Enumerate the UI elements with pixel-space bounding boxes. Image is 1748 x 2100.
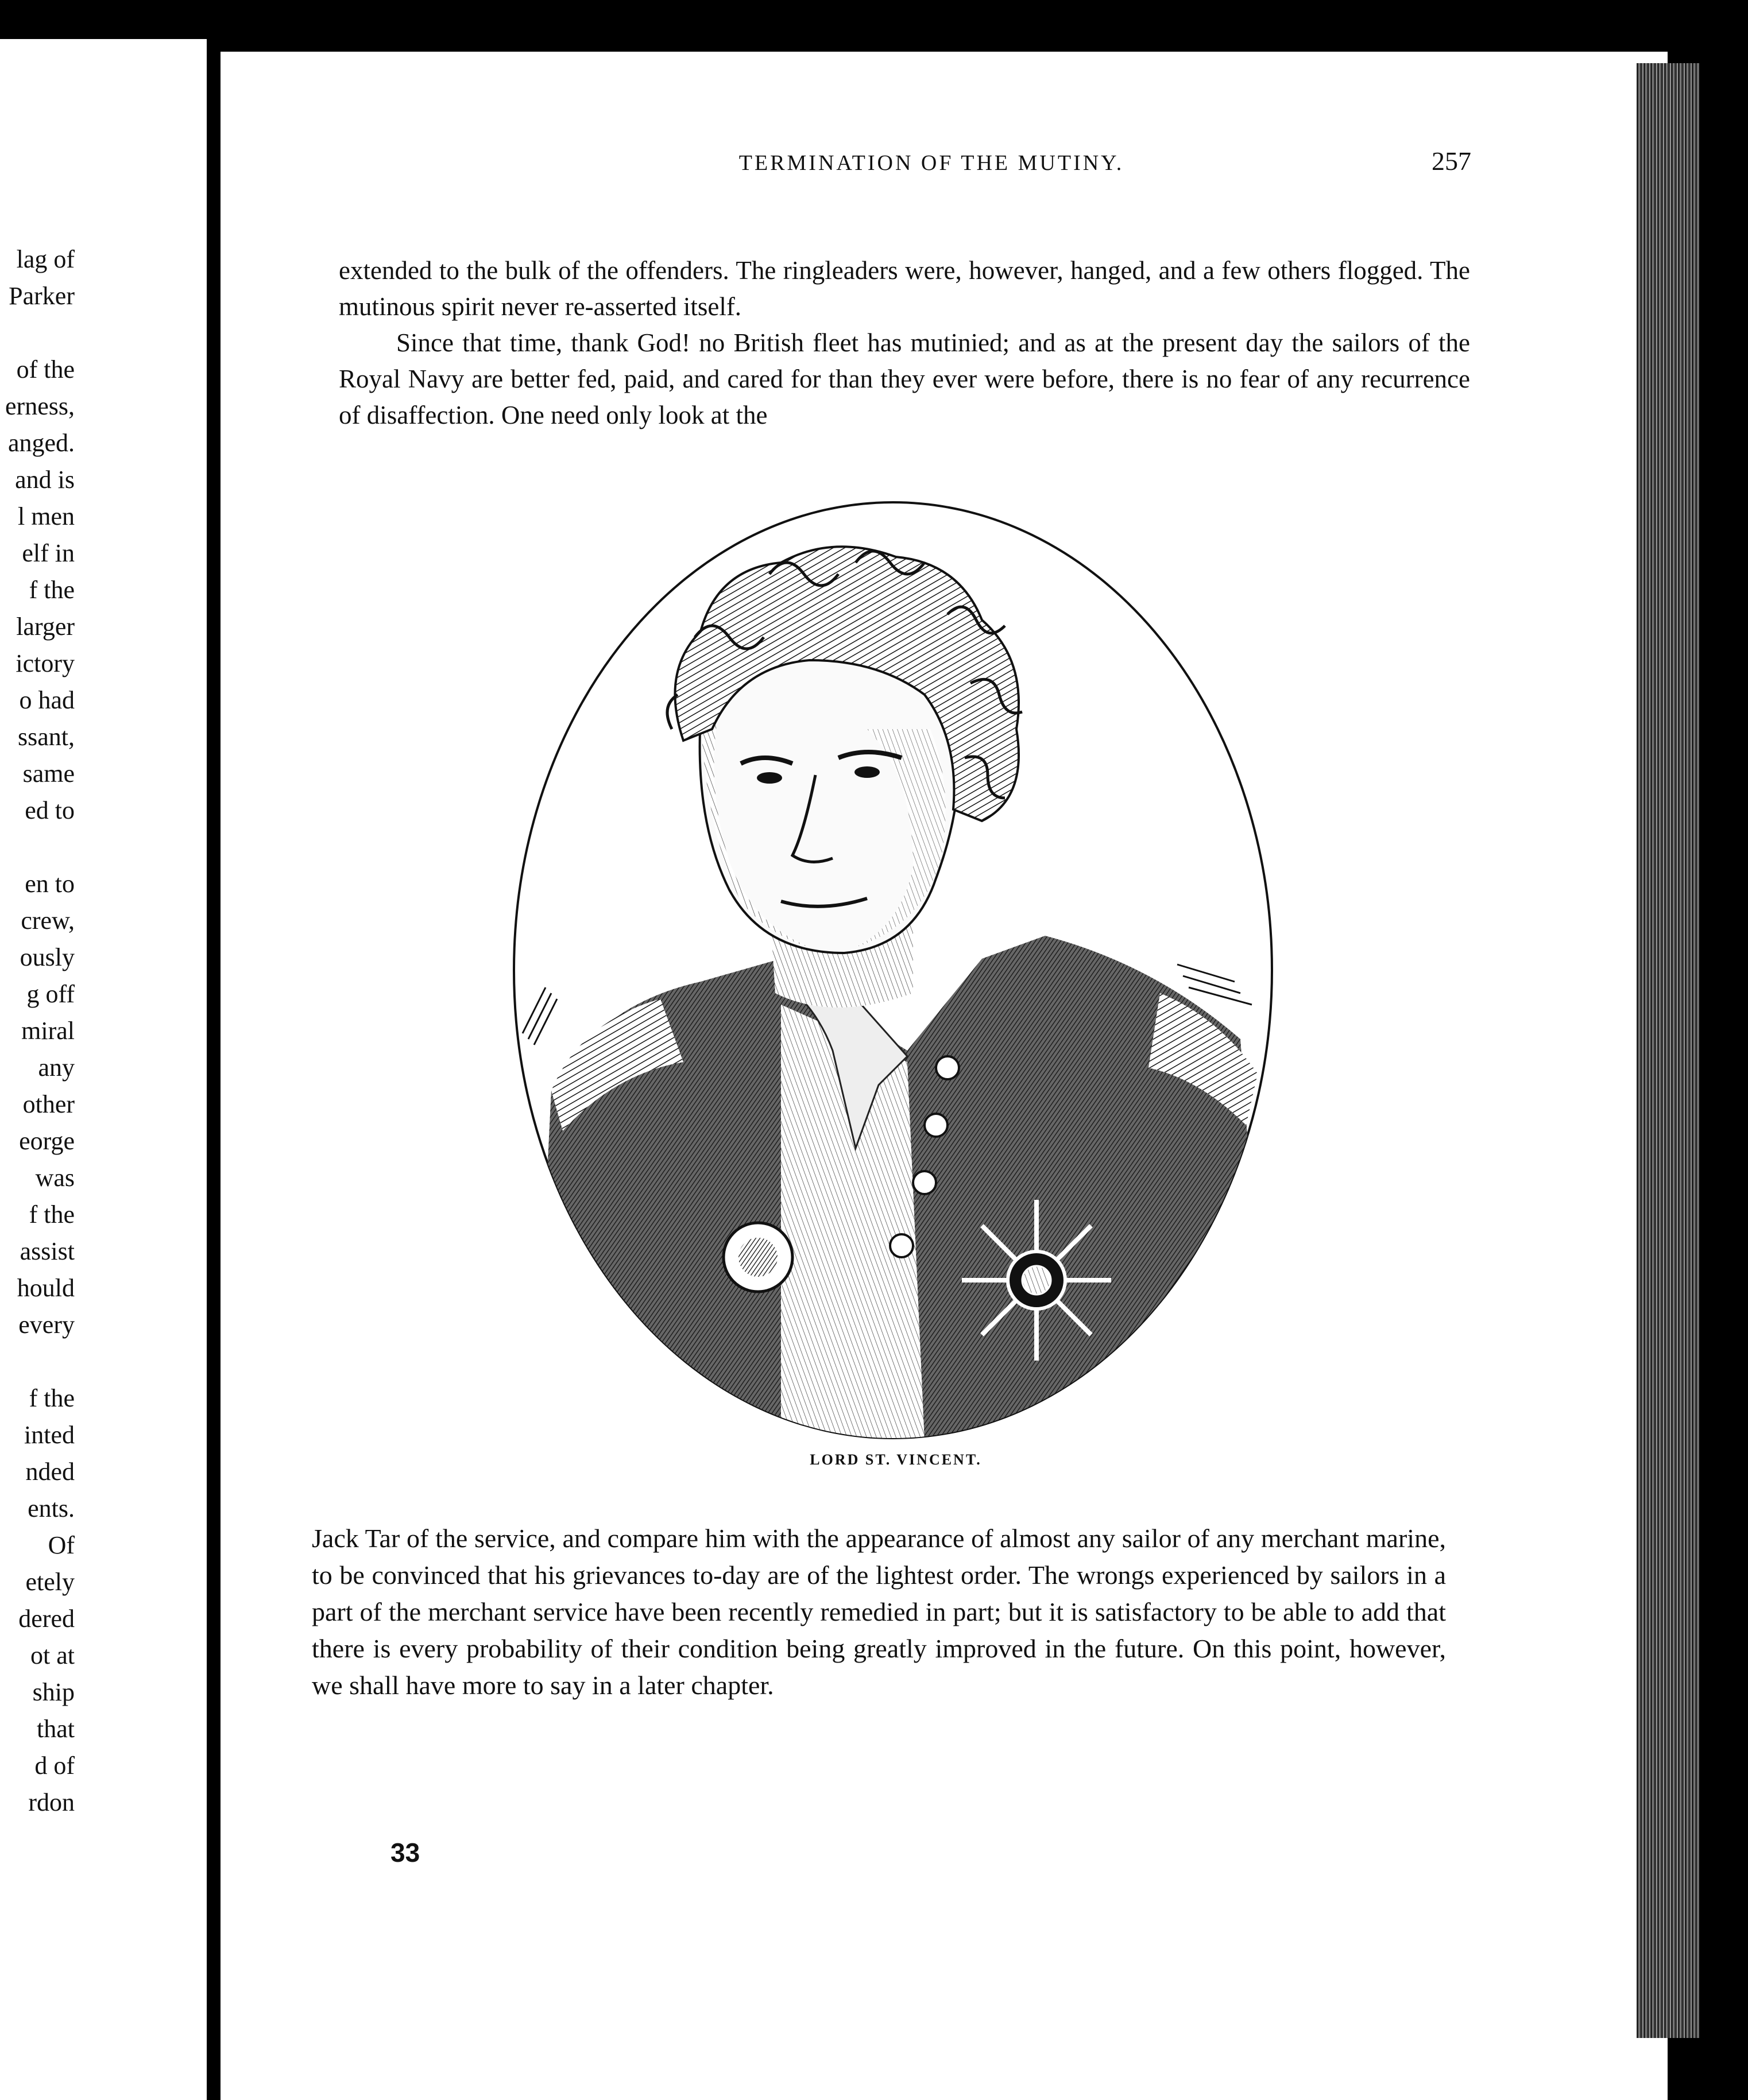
left-page-line-fragment: lag of	[16, 245, 75, 273]
left-page-line-fragment: en to	[25, 870, 75, 898]
page-edges	[1637, 63, 1700, 2038]
left-page-line-fragment: and is	[15, 466, 75, 494]
left-page-line-fragment: inted	[24, 1421, 75, 1449]
left-page-line-fragment: ship	[32, 1678, 75, 1706]
left-page-line-fragment: Parker	[9, 282, 75, 310]
running-head: TERMINATION OF THE MUTINY.	[738, 151, 1124, 175]
left-page-line-fragment: every	[18, 1311, 75, 1339]
left-page-line-fragment: ictory	[16, 649, 75, 677]
left-page-line-fragment: same	[22, 760, 75, 788]
left-page-line-fragment: f the	[29, 1384, 75, 1412]
left-page-line-fragment: ed to	[25, 796, 75, 824]
left-page-line-fragment: elf in	[22, 539, 75, 567]
signature-mark: 33	[390, 1838, 420, 1867]
left-page-line-fragment: nded	[25, 1458, 75, 1486]
left-page-line-fragment: d of	[34, 1752, 75, 1780]
left-page-line-fragment: any	[38, 1053, 75, 1082]
left-page-line-fragment: anged.	[7, 429, 75, 457]
left-page-line-fragment: g off	[26, 980, 75, 1008]
left-page-line-fragment: etely	[25, 1568, 75, 1596]
left-page-line-fragment: ssant,	[18, 723, 75, 751]
left-page-line-fragment: ously	[20, 943, 75, 971]
body-text-top	[339, 253, 1470, 433]
left-page-line-fragment: f the	[29, 576, 75, 604]
previous-page-strip	[0, 39, 207, 2100]
left-page-line-fragment: assist	[20, 1237, 75, 1265]
portrait-illustration	[511, 488, 1275, 1441]
left-page-line-fragment: miral	[21, 1017, 75, 1045]
left-page-line-fragment: hould	[17, 1274, 75, 1302]
left-page-line-fragment: eorge	[19, 1127, 75, 1155]
left-page-line-fragment: other	[22, 1090, 75, 1118]
left-page-line-fragment: crew,	[21, 906, 75, 935]
book-edge-shadow	[1700, 57, 1717, 2044]
left-page-line-fragment: o had	[19, 686, 75, 714]
left-page-line-fragment: ents.	[28, 1494, 75, 1522]
left-page-line-fragment: of the	[16, 355, 75, 383]
paragraph-3: Jack Tar of the service, and compare him with the appearance of almost any sailor of any merchant marine, to be convinced that his grievances to-day are of the lightest order. The wrongs experienced by sailors in a part of the merchant service have been recently remedied in part; but it is satisfactory to be able to add that there is every probability of their condition being greatly improved in the future. On this point, however, we shall have more to say in a later chapter.	[312, 1524, 1446, 1700]
binding-gutter	[207, 39, 221, 2100]
left-page-line-fragment: ot at	[30, 1641, 75, 1669]
left-page-line-fragment: dered	[18, 1605, 75, 1633]
paragraph-2: Since that time, thank God! no British fleet has mutinied; and as at the present day the sailors of the Royal Navy are better fed, paid, and cared for than they ever were before, there is no fear of any recurrence of disaffection. One need only look at the	[339, 328, 1470, 429]
portrait-engraving	[511, 488, 1275, 1441]
left-page-line-fragment: Of	[48, 1531, 75, 1559]
left-page-line-fragment: f the	[29, 1200, 75, 1229]
left-page-line-fragment: was	[35, 1164, 75, 1192]
left-page-line-fragment: rdon	[28, 1788, 75, 1816]
left-page-line-fragment: that	[37, 1715, 75, 1743]
paragraph-1: extended to the bulk of the offenders. The ringleaders were, however, hanged, and a few others flogged. The mutinous spirit never re-asserted itself.	[339, 256, 1470, 321]
left-page-line-fragment: larger	[16, 613, 75, 641]
page-number: 257	[1432, 146, 1471, 176]
left-page-line-fragment: erness,	[5, 392, 75, 420]
illustration-caption: LORD ST. VINCENT.	[810, 1451, 982, 1468]
left-page-line-fragment: l men	[18, 502, 75, 530]
body-text-bottom	[312, 1520, 1446, 1704]
